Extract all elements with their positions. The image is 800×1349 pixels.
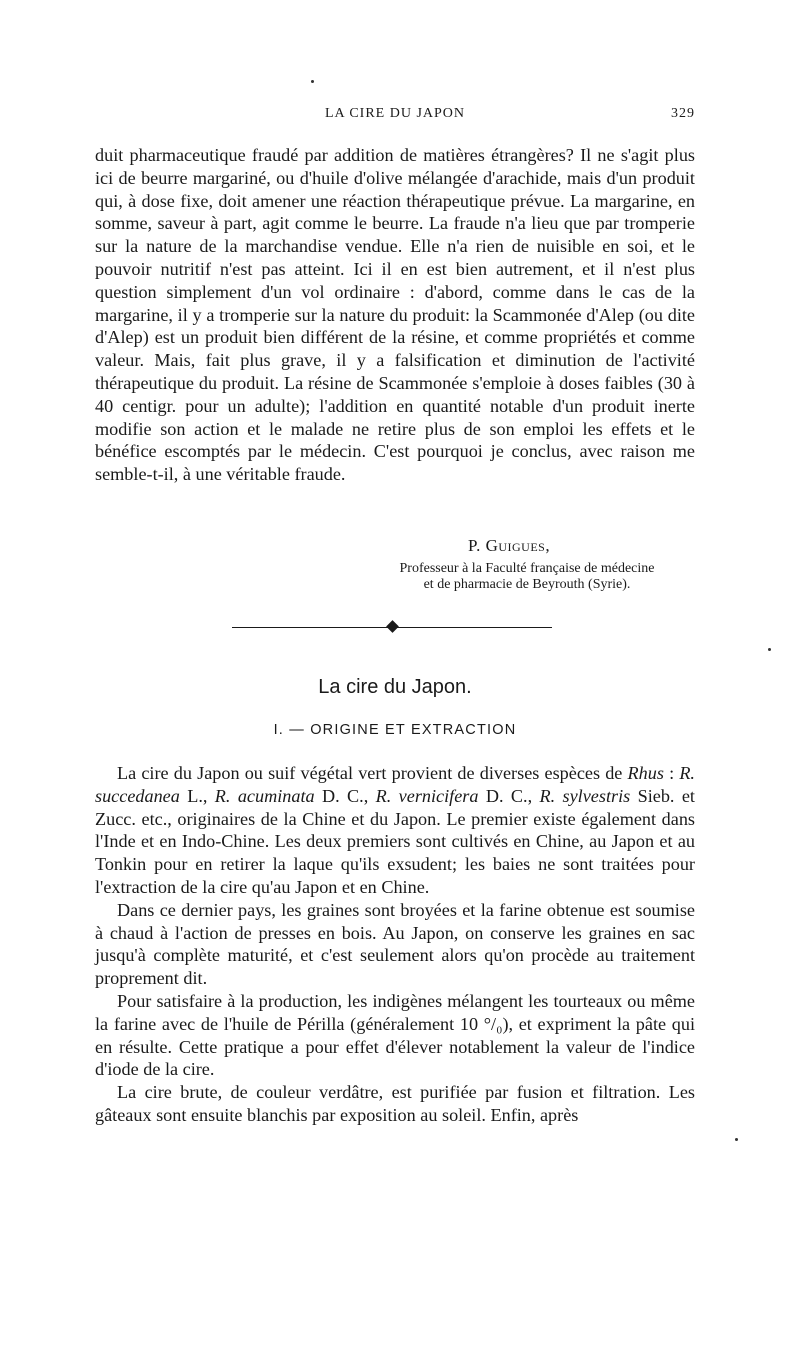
p1-text-4: D. C.,: [314, 785, 376, 806]
author-signature: [468, 536, 550, 556]
divider-diamond-icon: [386, 620, 399, 633]
article-body: [95, 762, 695, 1127]
p1-text-6: Sieb. et Zucc. etc., originaires de la Chine et du Japon. Le premier existe également dans l'Inde et en Indo-Chine. Les deux premiers sont cultivés en Chine, au Japon et au Tonkin pour en retirer la laque qu'ils exsudent; les baies ne sont traitées pour l'extraction de la cire qu'au Japon et en Chine.: [95, 785, 695, 897]
print-speck: [768, 648, 771, 651]
p1-text-2: :: [663, 763, 680, 783]
previous-article-paragraph: duit pharmaceutique fraudé par addition de matières étrangères? Il ne s'agit plus ici de beurre margariné, ou d'huile d'olive mélangée d'arachide, mais d'un produit qui, à dose fixe, doit amener une réaction thérapeutique prévue. La margarine, en somme, saveur à part, agit comme le beurre. La fraude n'a lieu que par tromperie sur la nature de la marchandise vendue. Elle n'a rien de nuisible en soi, et le pouvoir nutritif n'est pas atteint. Ici il en est bien autrement, et il n'est plus question simplement d'un vol ordinaire : d'abord, comme dans le cas de la margarine, il y a tromperie sur la nature du produit: la Scammonée d'Alep (ou dite d'Alep) est un produit bien différent de la résine, et comme propriétés et comme valeur. Mais, fait plus grave, il y a falsification et diminution de l'activité thérapeutique du produit. La résine de Scammonée s'emploie à doses faibles (30 à 40 centigr. pour un adulte); l'addition en quantité notable d'un produit inerte modifie son action et le malade ne retire plus de son emploi les effets et le bénéfice escomptés par le médecin. C'est pourquoi je conclus, avec raison me semble-t-il, à une véritable fraude.: [95, 145, 695, 485]
p1-text-5: D. C.,: [478, 785, 540, 806]
running-head: [95, 106, 695, 126]
article-paragraph-1: [95, 762, 695, 899]
article-paragraph-4: La cire brute, de couleur verdâtre, est purifiée par fusion et filtration. Les gâteaux sont ensuite blanchis par exposition au soleil. Enfin, après: [95, 1082, 695, 1125]
page-number: 329: [671, 106, 695, 121]
author-affiliation-line-1: Professeur à la Faculté française de médecine: [399, 561, 655, 576]
p1-species-4: R. sylvestris: [539, 785, 631, 806]
p3-percent-sign: °/₀: [483, 1013, 503, 1034]
signature-initial: P.: [468, 536, 481, 555]
previous-article-text: [95, 144, 695, 486]
article-paragraph-3: [95, 990, 695, 1081]
author-affiliation-line-2: et de pharmacie de Beyrouth (Syrie).: [423, 577, 631, 592]
p1-genus: Rhus: [627, 763, 664, 783]
p1-species-2: R. acuminata: [214, 785, 315, 806]
p1-species-1: R. succedanea: [95, 763, 695, 806]
p1-text-3: L.,: [179, 785, 215, 806]
p1-species-3: R. vernicifera: [375, 785, 479, 806]
p3-text-2: ), et expriment la pâte qui en résulte. Cette pratique a pour effet d'élever notablement la valeur de l'indice d'iode de la cire.: [95, 1013, 696, 1080]
article-paragraph-2: Dans ce dernier pays, les graines sont broyées et la farine obtenue est soumise à chaud à l'action de presses en bois. Au Japon, on conserve les graines en sac jusqu'à complète maturité, et c'est seulement alors qu'on procède au traitement proprement dit.: [95, 899, 695, 989]
print-speck: [735, 1138, 738, 1141]
running-head-title: LA CIRE DU JAPON: [324, 106, 466, 121]
p1-text-1: La cire du Japon ou suif végétal vert provient de diverses espèces de: [117, 763, 628, 783]
article-title: La cire du Japon.: [318, 676, 472, 698]
print-speck: [311, 80, 314, 83]
p3-text-1: Pour satisfaire à la production, les indigènes mélangent les tourteaux ou même la farine avec de l'huile de Périlla (généralement 10: [95, 990, 695, 1034]
signature-name: Guigues,: [485, 536, 551, 555]
section-heading: I. — ORIGINE ET EXTRACTION: [273, 722, 517, 738]
